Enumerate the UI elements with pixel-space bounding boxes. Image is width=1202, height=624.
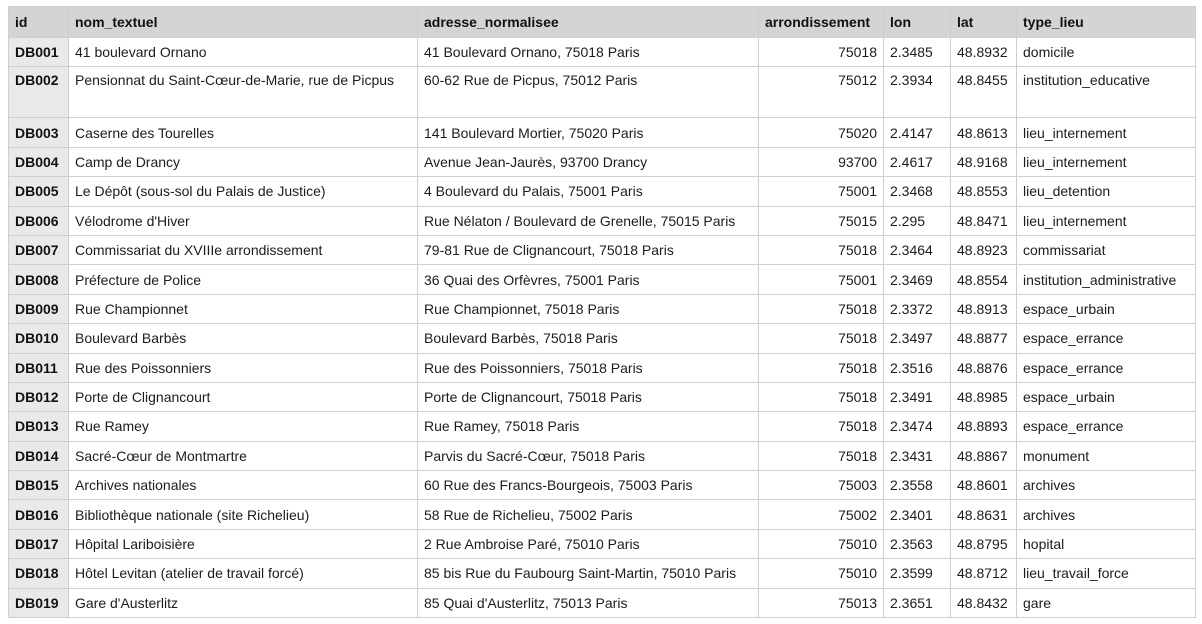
- cell-lon[interactable]: 2.4147: [884, 118, 951, 147]
- cell-adresse-normalisee[interactable]: 36 Quai des Orfèvres, 75001 Paris: [418, 265, 759, 294]
- cell-id[interactable]: DB017: [9, 529, 69, 558]
- cell-lat[interactable]: 48.8601: [951, 471, 1017, 500]
- cell-nom-textuel[interactable]: Hôpital Lariboisière: [69, 529, 418, 558]
- cell-nom-textuel[interactable]: Porte de Clignancourt: [69, 382, 418, 411]
- cell-adresse-normalisee[interactable]: 4 Boulevard du Palais, 75001 Paris: [418, 177, 759, 206]
- cell-nom-textuel[interactable]: Vélodrome d'Hiver: [69, 206, 418, 235]
- cell-id[interactable]: DB015: [9, 471, 69, 500]
- cell-lat[interactable]: 48.8923: [951, 235, 1017, 264]
- cell-type-lieu[interactable]: espace_errance: [1017, 353, 1196, 382]
- table-row: [9, 235, 1196, 264]
- cell-adresse-normalisee[interactable]: Rue Nélaton / Boulevard de Grenelle, 75015 Paris: [418, 206, 759, 235]
- cell-adresse-normalisee[interactable]: Porte de Clignancourt, 75018 Paris: [418, 382, 759, 411]
- table-row: [9, 324, 1196, 353]
- cell-type-lieu[interactable]: lieu_internement: [1017, 206, 1196, 235]
- table-row: [9, 67, 1196, 118]
- cell-lat[interactable]: 48.8795: [951, 529, 1017, 558]
- cell-id[interactable]: DB014: [9, 441, 69, 470]
- cell-arrondissement[interactable]: 75003: [759, 471, 884, 500]
- cell-lon[interactable]: 2.3558: [884, 471, 951, 500]
- table-row: [9, 118, 1196, 147]
- column-header-arrondissement[interactable]: arrondissement: [759, 7, 884, 38]
- cell-arrondissement[interactable]: 75002: [759, 500, 884, 529]
- cell-lon[interactable]: 2.3474: [884, 412, 951, 441]
- cell-nom-textuel[interactable]: Camp de Drancy: [69, 147, 418, 176]
- cell-lat[interactable]: 48.8553: [951, 177, 1017, 206]
- cell-adresse-normalisee[interactable]: 60-62 Rue de Picpus, 75012 Paris: [418, 67, 759, 118]
- cell-lat[interactable]: 48.8455: [951, 67, 1017, 118]
- cell-lon[interactable]: 2.3485: [884, 38, 951, 67]
- cell-nom-textuel[interactable]: Hôtel Levitan (atelier de travail forcé): [69, 559, 418, 588]
- cell-lat[interactable]: 48.8876: [951, 353, 1017, 382]
- column-header-adresse-normalisee[interactable]: adresse_normalisee: [418, 7, 759, 38]
- column-header-lon[interactable]: lon: [884, 7, 951, 38]
- cell-adresse-normalisee[interactable]: 141 Boulevard Mortier, 75020 Paris: [418, 118, 759, 147]
- table-row: [9, 265, 1196, 294]
- cell-adresse-normalisee[interactable]: Boulevard Barbès, 75018 Paris: [418, 324, 759, 353]
- cell-type-lieu[interactable]: commissariat: [1017, 235, 1196, 264]
- cell-arrondissement[interactable]: 93700: [759, 147, 884, 176]
- cell-arrondissement[interactable]: 75013: [759, 588, 884, 617]
- cell-id[interactable]: DB004: [9, 147, 69, 176]
- table-row: [9, 353, 1196, 382]
- cell-lon[interactable]: 2.3431: [884, 441, 951, 470]
- cell-arrondissement[interactable]: 75010: [759, 559, 884, 588]
- cell-type-lieu[interactable]: espace_errance: [1017, 412, 1196, 441]
- cell-type-lieu[interactable]: monument: [1017, 441, 1196, 470]
- cell-arrondissement[interactable]: 75010: [759, 529, 884, 558]
- cell-id[interactable]: DB007: [9, 235, 69, 264]
- column-header-type-lieu[interactable]: type_lieu: [1017, 7, 1196, 38]
- cell-lat[interactable]: 48.8867: [951, 441, 1017, 470]
- cell-type-lieu[interactable]: espace_urbain: [1017, 294, 1196, 323]
- cell-lat[interactable]: 48.8471: [951, 206, 1017, 235]
- cell-nom-textuel[interactable]: Sacré-Cœur de Montmartre: [69, 441, 418, 470]
- cell-id[interactable]: DB013: [9, 412, 69, 441]
- cell-id[interactable]: DB002: [9, 67, 69, 118]
- cell-nom-textuel[interactable]: Pensionnat du Saint-Cœur-de-Marie, rue de Picpus: [69, 67, 418, 118]
- cell-arrondissement[interactable]: 75018: [759, 441, 884, 470]
- cell-type-lieu[interactable]: archives: [1017, 471, 1196, 500]
- cell-lon[interactable]: 2.3464: [884, 235, 951, 264]
- column-header-lat[interactable]: lat: [951, 7, 1017, 38]
- cell-type-lieu[interactable]: hopital: [1017, 529, 1196, 558]
- cell-lon[interactable]: 2.3651: [884, 588, 951, 617]
- cell-lat[interactable]: 48.8712: [951, 559, 1017, 588]
- cell-id[interactable]: DB008: [9, 265, 69, 294]
- column-header-nom-textuel[interactable]: nom_textuel: [69, 7, 418, 38]
- cell-lat[interactable]: 48.8631: [951, 500, 1017, 529]
- table-row: [9, 294, 1196, 323]
- table-row: [9, 412, 1196, 441]
- table-row: [9, 38, 1196, 67]
- cell-type-lieu[interactable]: lieu_detention: [1017, 177, 1196, 206]
- cell-nom-textuel[interactable]: Commissariat du XVIIIe arrondissement: [69, 235, 418, 264]
- cell-lat[interactable]: 48.8932: [951, 38, 1017, 67]
- header-row: [9, 7, 1196, 38]
- cell-lon[interactable]: 2.3934: [884, 67, 951, 118]
- cell-arrondissement[interactable]: 75018: [759, 382, 884, 411]
- column-header-id[interactable]: id: [9, 7, 69, 38]
- spreadsheet-table: [8, 6, 1196, 618]
- cell-id[interactable]: DB011: [9, 353, 69, 382]
- cell-type-lieu[interactable]: espace_errance: [1017, 324, 1196, 353]
- table-row: [9, 588, 1196, 617]
- cell-lon[interactable]: 2.3469: [884, 265, 951, 294]
- cell-lon[interactable]: 2.3491: [884, 382, 951, 411]
- cell-adresse-normalisee[interactable]: Rue des Poissonniers, 75018 Paris: [418, 353, 759, 382]
- cell-nom-textuel[interactable]: Archives nationales: [69, 471, 418, 500]
- cell-lon[interactable]: 2.295: [884, 206, 951, 235]
- cell-adresse-normalisee[interactable]: 41 Boulevard Ornano, 75018 Paris: [418, 38, 759, 67]
- cell-nom-textuel[interactable]: 41 boulevard Ornano: [69, 38, 418, 67]
- cell-adresse-normalisee[interactable]: Rue Championnet, 75018 Paris: [418, 294, 759, 323]
- table-row: [9, 382, 1196, 411]
- cell-nom-textuel[interactable]: Bibliothèque nationale (site Richelieu): [69, 500, 418, 529]
- cell-nom-textuel[interactable]: Rue Ramey: [69, 412, 418, 441]
- cell-lat[interactable]: 48.8913: [951, 294, 1017, 323]
- cell-adresse-normalisee[interactable]: 60 Rue des Francs-Bourgeois, 75003 Paris: [418, 471, 759, 500]
- cell-arrondissement[interactable]: 75018: [759, 324, 884, 353]
- cell-type-lieu[interactable]: gare: [1017, 588, 1196, 617]
- table-row: [9, 471, 1196, 500]
- cell-type-lieu[interactable]: espace_urbain: [1017, 382, 1196, 411]
- cell-adresse-normalisee[interactable]: 2 Rue Ambroise Paré, 75010 Paris: [418, 529, 759, 558]
- cell-type-lieu[interactable]: lieu_internement: [1017, 118, 1196, 147]
- cell-id[interactable]: DB016: [9, 500, 69, 529]
- cell-arrondissement[interactable]: 75018: [759, 235, 884, 264]
- cell-lat[interactable]: 48.8877: [951, 324, 1017, 353]
- cell-arrondissement[interactable]: 75018: [759, 294, 884, 323]
- cell-adresse-normalisee[interactable]: Rue Ramey, 75018 Paris: [418, 412, 759, 441]
- table-row: [9, 559, 1196, 588]
- cell-lat[interactable]: 48.9168: [951, 147, 1017, 176]
- table-row: [9, 441, 1196, 470]
- cell-nom-textuel[interactable]: Rue des Poissonniers: [69, 353, 418, 382]
- cell-id[interactable]: DB018: [9, 559, 69, 588]
- cell-arrondissement[interactable]: 75012: [759, 67, 884, 118]
- cell-lat[interactable]: 48.8893: [951, 412, 1017, 441]
- cell-arrondissement[interactable]: 75018: [759, 38, 884, 67]
- cell-nom-textuel[interactable]: Préfecture de Police: [69, 265, 418, 294]
- cell-arrondissement[interactable]: 75018: [759, 412, 884, 441]
- cell-nom-textuel[interactable]: Le Dépôt (sous-sol du Palais de Justice): [69, 177, 418, 206]
- cell-adresse-normalisee[interactable]: Avenue Jean-Jaurès, 93700 Drancy: [418, 147, 759, 176]
- cell-lon[interactable]: 2.3599: [884, 559, 951, 588]
- cell-lat[interactable]: 48.8985: [951, 382, 1017, 411]
- cell-nom-textuel[interactable]: Caserne des Tourelles: [69, 118, 418, 147]
- cell-type-lieu[interactable]: domicile: [1017, 38, 1196, 67]
- table-row: [9, 147, 1196, 176]
- cell-adresse-normalisee[interactable]: 85 Quai d'Austerlitz, 75013 Paris: [418, 588, 759, 617]
- cell-type-lieu[interactable]: lieu_internement: [1017, 147, 1196, 176]
- cell-type-lieu[interactable]: lieu_travail_force: [1017, 559, 1196, 588]
- cell-nom-textuel[interactable]: Gare d'Austerlitz: [69, 588, 418, 617]
- cell-id[interactable]: DB001: [9, 38, 69, 67]
- cell-arrondissement[interactable]: 75015: [759, 206, 884, 235]
- cell-id[interactable]: DB005: [9, 177, 69, 206]
- table-body: [9, 38, 1196, 618]
- cell-lon[interactable]: 2.3372: [884, 294, 951, 323]
- cell-lon[interactable]: 2.3516: [884, 353, 951, 382]
- cell-id[interactable]: DB009: [9, 294, 69, 323]
- cell-adresse-normalisee[interactable]: 79-81 Rue de Clignancourt, 75018 Paris: [418, 235, 759, 264]
- cell-adresse-normalisee[interactable]: Parvis du Sacré-Cœur, 75018 Paris: [418, 441, 759, 470]
- cell-id[interactable]: DB010: [9, 324, 69, 353]
- cell-lat[interactable]: 48.8613: [951, 118, 1017, 147]
- cell-lon[interactable]: 2.3401: [884, 500, 951, 529]
- cell-lat[interactable]: 48.8554: [951, 265, 1017, 294]
- cell-id[interactable]: DB019: [9, 588, 69, 617]
- cell-id[interactable]: DB006: [9, 206, 69, 235]
- cell-id[interactable]: DB003: [9, 118, 69, 147]
- cell-arrondissement[interactable]: 75001: [759, 265, 884, 294]
- cell-arrondissement[interactable]: 75001: [759, 177, 884, 206]
- table-row: [9, 529, 1196, 558]
- cell-nom-textuel[interactable]: Boulevard Barbès: [69, 324, 418, 353]
- cell-type-lieu[interactable]: archives: [1017, 500, 1196, 529]
- cell-lon[interactable]: 2.3468: [884, 177, 951, 206]
- cell-lon[interactable]: 2.3497: [884, 324, 951, 353]
- cell-arrondissement[interactable]: 75018: [759, 353, 884, 382]
- cell-lon[interactable]: 2.4617: [884, 147, 951, 176]
- cell-type-lieu[interactable]: institution_educative: [1017, 67, 1196, 118]
- cell-nom-textuel[interactable]: Rue Championnet: [69, 294, 418, 323]
- cell-adresse-normalisee[interactable]: 58 Rue de Richelieu, 75002 Paris: [418, 500, 759, 529]
- cell-arrondissement[interactable]: 75020: [759, 118, 884, 147]
- table-row: [9, 500, 1196, 529]
- cell-type-lieu[interactable]: institution_administrative: [1017, 265, 1196, 294]
- cell-adresse-normalisee[interactable]: 85 bis Rue du Faubourg Saint-Martin, 75010 Paris: [418, 559, 759, 588]
- table-row: [9, 206, 1196, 235]
- cell-id[interactable]: DB012: [9, 382, 69, 411]
- cell-lat[interactable]: 48.8432: [951, 588, 1017, 617]
- table-row: [9, 177, 1196, 206]
- cell-lon[interactable]: 2.3563: [884, 529, 951, 558]
